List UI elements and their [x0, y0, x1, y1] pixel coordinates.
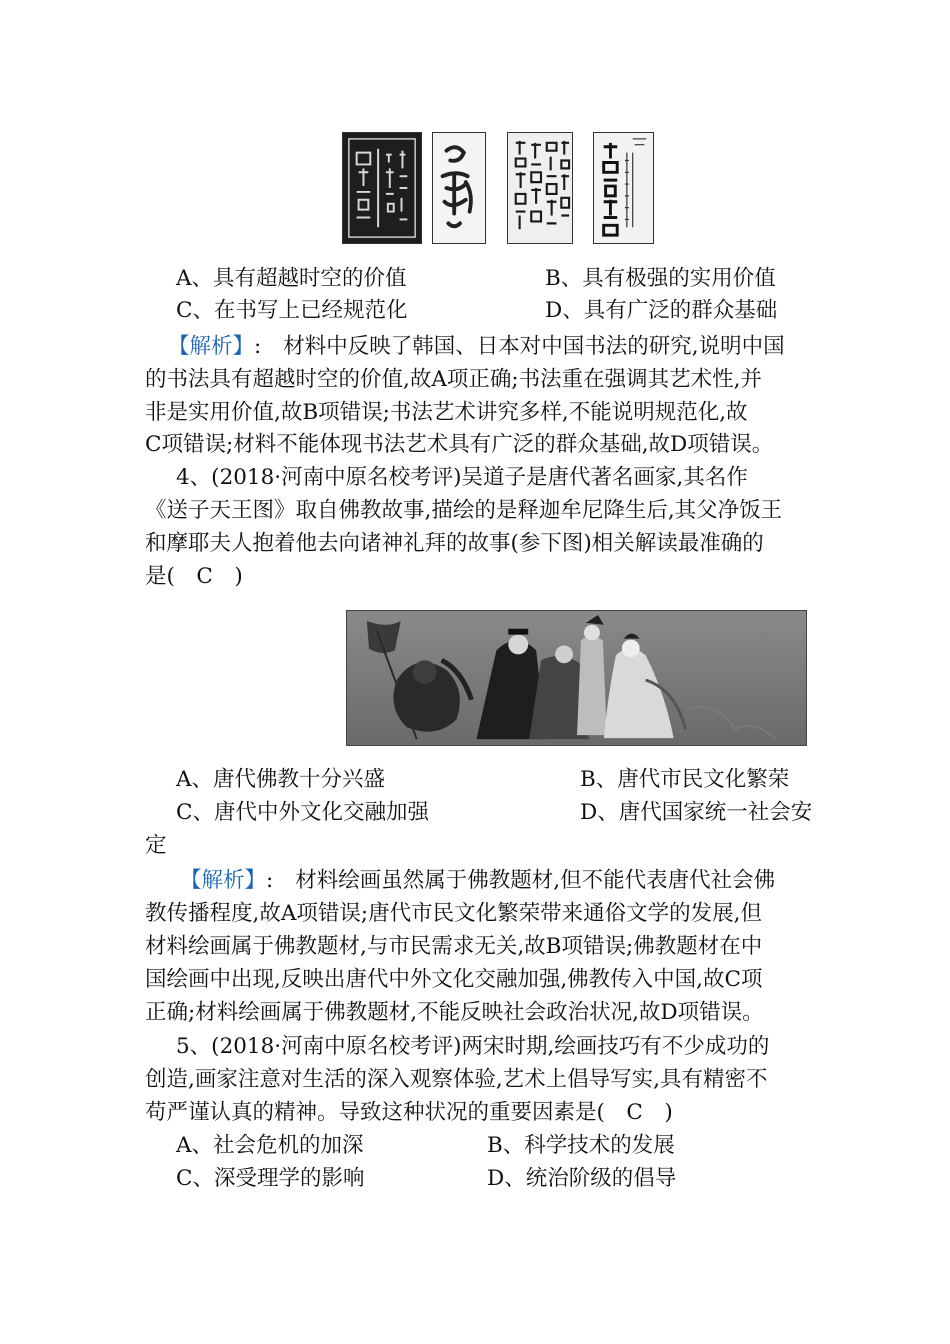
q4-option-c: C、唐代中外文化交融加强: [176, 800, 429, 825]
q4-analysis-line: 国绘画中出现,反映出唐代中外文化交融加强,佛教传入中国,故C项: [145, 967, 763, 992]
q4-option-b: B、唐代市民文化繁荣: [580, 767, 790, 792]
q4-stem-line: 4、(2018·河南中原名校考评)吴道子是唐代著名画家,其名作: [176, 465, 748, 490]
calligraphy-image-2: [432, 132, 486, 244]
q4-analysis-line: 正确;材料绘画属于佛教题材,不能反映社会政治状况,故D项错误。: [145, 1000, 764, 1025]
q3-analysis-line: C项错误;材料不能体现书法艺术具有广泛的群众基础,故D项错误。: [145, 432, 774, 457]
calligraphy-image-3: [507, 132, 573, 244]
analysis-text: 材料中反映了韩国、日本对中国书法的研究,说明中国: [283, 334, 785, 359]
q3-analysis-line: 的书法具有超越时空的价值,故A项正确;书法重在强调其艺术性,并: [145, 367, 762, 392]
q4-stem-line: 和摩耶夫人抱着他去向诸神礼拜的故事(参下图)相关解读最准确的: [145, 531, 764, 556]
painting-image: [346, 610, 807, 746]
q3-option-b: B、具有极强的实用价值: [545, 266, 776, 291]
q3-option-d: D、具有广泛的群众基础: [545, 298, 778, 323]
q5-option-b: B、科学技术的发展: [487, 1133, 675, 1158]
calligraphy-image-4: [593, 132, 654, 244]
q5-option-c: C、深受理学的影响: [176, 1166, 365, 1191]
calligraphy-image-1: [342, 132, 422, 244]
q5-stem-line: 创造,画家注意对生活的深入观察体验,艺术上倡导写实,具有精密不: [145, 1067, 768, 1092]
q4-analysis-line: 教传播程度,故A项错误;唐代市民文化繁荣带来通俗文学的发展,但: [145, 901, 762, 926]
q3-option-c: C、在书写上已经规范化: [176, 298, 408, 323]
analysis-colon: :: [254, 334, 262, 359]
q5-option-a: A、社会危机的加深: [176, 1133, 364, 1158]
q4-analysis-first-line: [180, 867, 775, 895]
q5-stem-line: 5、(2018·河南中原名校考评)两宋时期,绘画技巧有不少成功的: [176, 1034, 770, 1059]
q5-option-d: D、统治阶级的倡导: [487, 1166, 677, 1191]
q3-analysis-first-line: [168, 333, 785, 361]
q4-analysis-line: 材料绘画属于佛教题材,与市民需求无关,故B项错误;佛教题材在中: [145, 934, 763, 959]
q3-option-a: A、具有超越时空的价值: [176, 266, 407, 291]
q4-option-a: A、唐代佛教十分兴盛: [176, 767, 386, 792]
q4-option-d: D、唐代国家统一社会安: [580, 800, 813, 825]
analysis-label: 【解析】: [168, 334, 255, 359]
q3-analysis-line: 非是实用价值,故B项错误;书法艺术讲究多样,不能说明规范化,故: [145, 400, 748, 425]
q4-stem-line: 是( C ): [145, 564, 243, 589]
q5-stem-line: 苟严谨认真的精神。导致这种状况的重要因素是( C ): [145, 1100, 673, 1125]
q4-option-d-continued: 定: [145, 833, 167, 858]
q4-stem-line: 《送子天王图》取自佛教故事,描绘的是释迦牟尼降生后,其父净饭王: [145, 498, 783, 523]
analysis-label: 【解析】: [180, 868, 267, 893]
analysis-text: 材料绘画虽然属于佛教题材,但不能代表唐代社会佛: [295, 868, 776, 893]
analysis-colon: :: [266, 868, 274, 893]
